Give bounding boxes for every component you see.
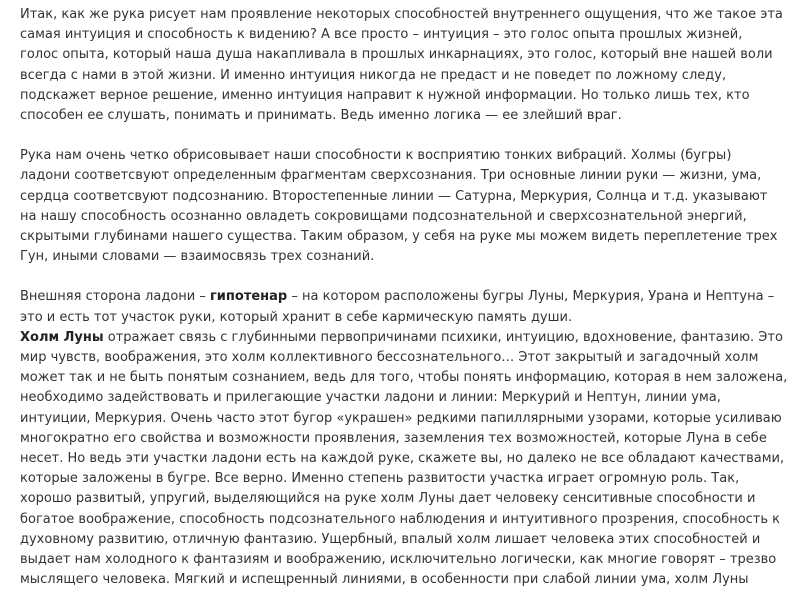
- text-line: подскажет верное решение, именно интуиция направит к нужной информации. Но только лишь тех, кто: [20, 87, 750, 103]
- text-line: сердца соответсвуют подсознанию. Второстепенные линии — Сатурна, Меркурия, Солнца и т.д. указывают: [20, 188, 768, 204]
- text-line: Гун, иными словами — взаимосвязь трех сознаний.: [20, 249, 375, 265]
- text-line: выдает нам холодного к фантазиям и воображению, исключительно логически, как многие говорят – трезво: [20, 552, 777, 568]
- text-line: может так и не быть понятым сознанием, ведь для того, чтобы понять информацию, которая в нем заложена,: [20, 370, 787, 386]
- text-line: мир чувств, воображения, это холм коллективного бессознательного… Этот закрытый и загадочный холм: [20, 350, 759, 366]
- term-moon-mount: Холм Луны: [20, 329, 104, 345]
- text-line: необходимо задействовать и прилегающие участки ладони и линии: Меркурий и Нептун, линии ума,: [20, 390, 721, 406]
- paragraph-hypothenar: [20, 287, 775, 327]
- text-line: самая интуиция и способность к видению? А все просто – интуиция – это голос опыта прошлых жизней,: [20, 27, 743, 43]
- text-line: это и есть тот участок руки, который хранит в себе кармическую память души.: [20, 309, 573, 325]
- text-line: [20, 287, 775, 307]
- text-line: мыслящего человека. Мягкий и испещренный линиями, в особенности при слабой линии ума, холм Луны: [20, 572, 749, 588]
- text-line: интуиции, Меркурия. Очень часто этот бугор «украшен» редкими папиллярными узорами, которые усиливаю: [20, 410, 782, 426]
- text-line: богатое воображение, способность подсознательного наблюдения и интуитивного прозрения, способность к: [20, 511, 781, 527]
- text-line: [20, 328, 783, 348]
- text-line: многократно его свойства и возможности проявления, заземления тех возможностей, которые Луна в себе: [20, 430, 767, 446]
- paragraph-spacer: [20, 267, 690, 287]
- text-line: способен ее слушать, понимать и принимать. Ведь именно логика — ее злейший враг.: [20, 108, 622, 124]
- text-line: духовному развитию, отличную фантазию. Ущербный, впалый холм лишает человека этих способностей и: [20, 531, 761, 547]
- text-line: которые заложены в бугре. Все верно. Именно степень развитости участка играет огромную роль. Так,: [20, 471, 740, 487]
- text-line: голос опыта, который наша душа накапливала в прошлых инкарнациях, это голос, который вне нашей воли: [20, 47, 773, 63]
- text-line: всегда с нами в этой жизни. И именно интуиция никогда не предаст и не поведет по ложному следу,: [20, 67, 727, 83]
- article-body: [20, 5, 787, 590]
- text-line: ладони соответсвуют определенным фрагментам сверхсознания. Три основные линии руки — жизни, ума,: [20, 168, 762, 184]
- text-run: – на котором расположены бугры Луны, Меркурия, Урана и Нептуна –: [287, 289, 775, 305]
- text-line: Итак, как же рука рисует нам проявление некоторых способностей внутреннего ощущения, что же такое эта: [20, 7, 783, 22]
- paragraph-intuition: [20, 5, 783, 126]
- text-line: Рука нам очень четко обрисовывает наши способности к восприятию тонких вибраций. Холмы (бугры): [20, 148, 732, 164]
- text-run: отражает связь с глубинными первопричинами психики, интуицию, вдохновение, фантазию. Это: [103, 329, 783, 345]
- paragraph-vibrations: [20, 146, 778, 267]
- paragraph-moon-mount: [20, 328, 787, 591]
- text-run: Внешняя сторона ладони –: [20, 289, 210, 305]
- paragraph-spacer: [20, 126, 690, 146]
- text-line: хорошо развитый, упругий, выделяющийся на руке холм Луны дает человеку сенситивные способности и: [20, 491, 756, 507]
- text-line: на нашу способность осознанно овладеть сокровищами подсознательной и сверхсознательной энергий,: [20, 208, 747, 224]
- text-line: несет. Но ведь эти участки ладони есть на каждой руке, скажете вы, но далеко не все обладают качествами,: [20, 451, 785, 467]
- term-hypothenar: гипотенар: [210, 289, 288, 305]
- text-line: скрытыми глубинами нашего существа. Таким образом, у себя на руке мы можем видеть переплетение трех: [20, 229, 778, 245]
